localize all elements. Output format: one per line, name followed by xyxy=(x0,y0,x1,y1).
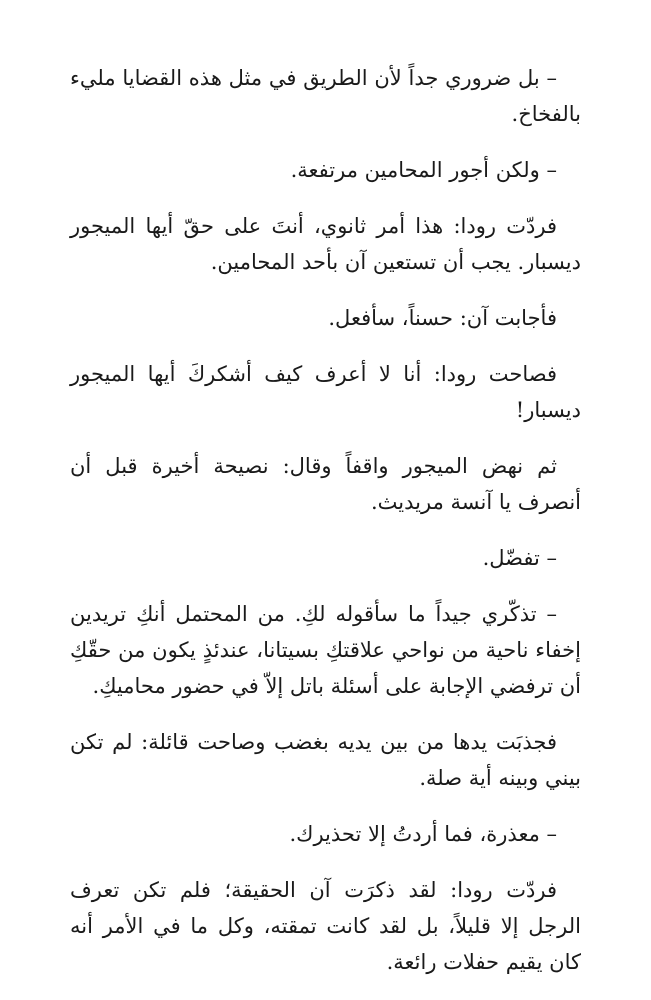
paragraph: – معذرة، فما أردتُ إلا تحذيرك. xyxy=(289,822,557,846)
paragraph: فأجابت آن: حسناً، سأفعل. xyxy=(328,306,557,330)
paragraph: فجذبَت يدها من بين يديه بغضب وصاحت قائلة: لم تكن بيني وبينه أية صلة. xyxy=(70,730,581,790)
paragraph: – تفضّل. xyxy=(482,546,557,570)
paragraph: – تذكّري جيداً ما سأقوله لكِ. من المحتمل أنكِ تريدين إخفاء ناحية من نواحي علاقتكِ بسيتانا، عندئذٍ يكون من حقّكِ أن ترفضي الإجابة على أسئلة باتل إلاّ في حضور محاميكِ. xyxy=(70,602,581,698)
paragraph: فردّت رودا: هذا أمر ثانوي، أنتَ على حقّ أيها الميجور ديسبار. يجب أن تستعين آن بأحد المحامين. xyxy=(70,214,581,274)
paragraph: فردّت رودا: لقد ذكرَت آن الحقيقة؛ فلم تكن تعرف الرجل إلا قليلاً، بل لقد كانت تمقته، وكل ما في الأمر أنه كان يقيم حفلات رائعة. xyxy=(70,878,581,974)
paragraph: ثم نهض الميجور واقفاً وقال: نصيحة أخيرة قبل أن أنصرف يا آنسة مريديث. xyxy=(70,454,581,514)
paragraph: – بل ضروري جداً لأن الطريق في مثل هذه القضايا مليء بالفخاخ. xyxy=(70,66,581,126)
paragraph: – ولكن أجور المحامين مرتفعة. xyxy=(290,158,557,182)
paragraph: فصاحت رودا: أنا لا أعرف كيف أشكركَ أيها الميجور ديسبار! xyxy=(70,362,581,422)
book-page xyxy=(70,60,581,1000)
